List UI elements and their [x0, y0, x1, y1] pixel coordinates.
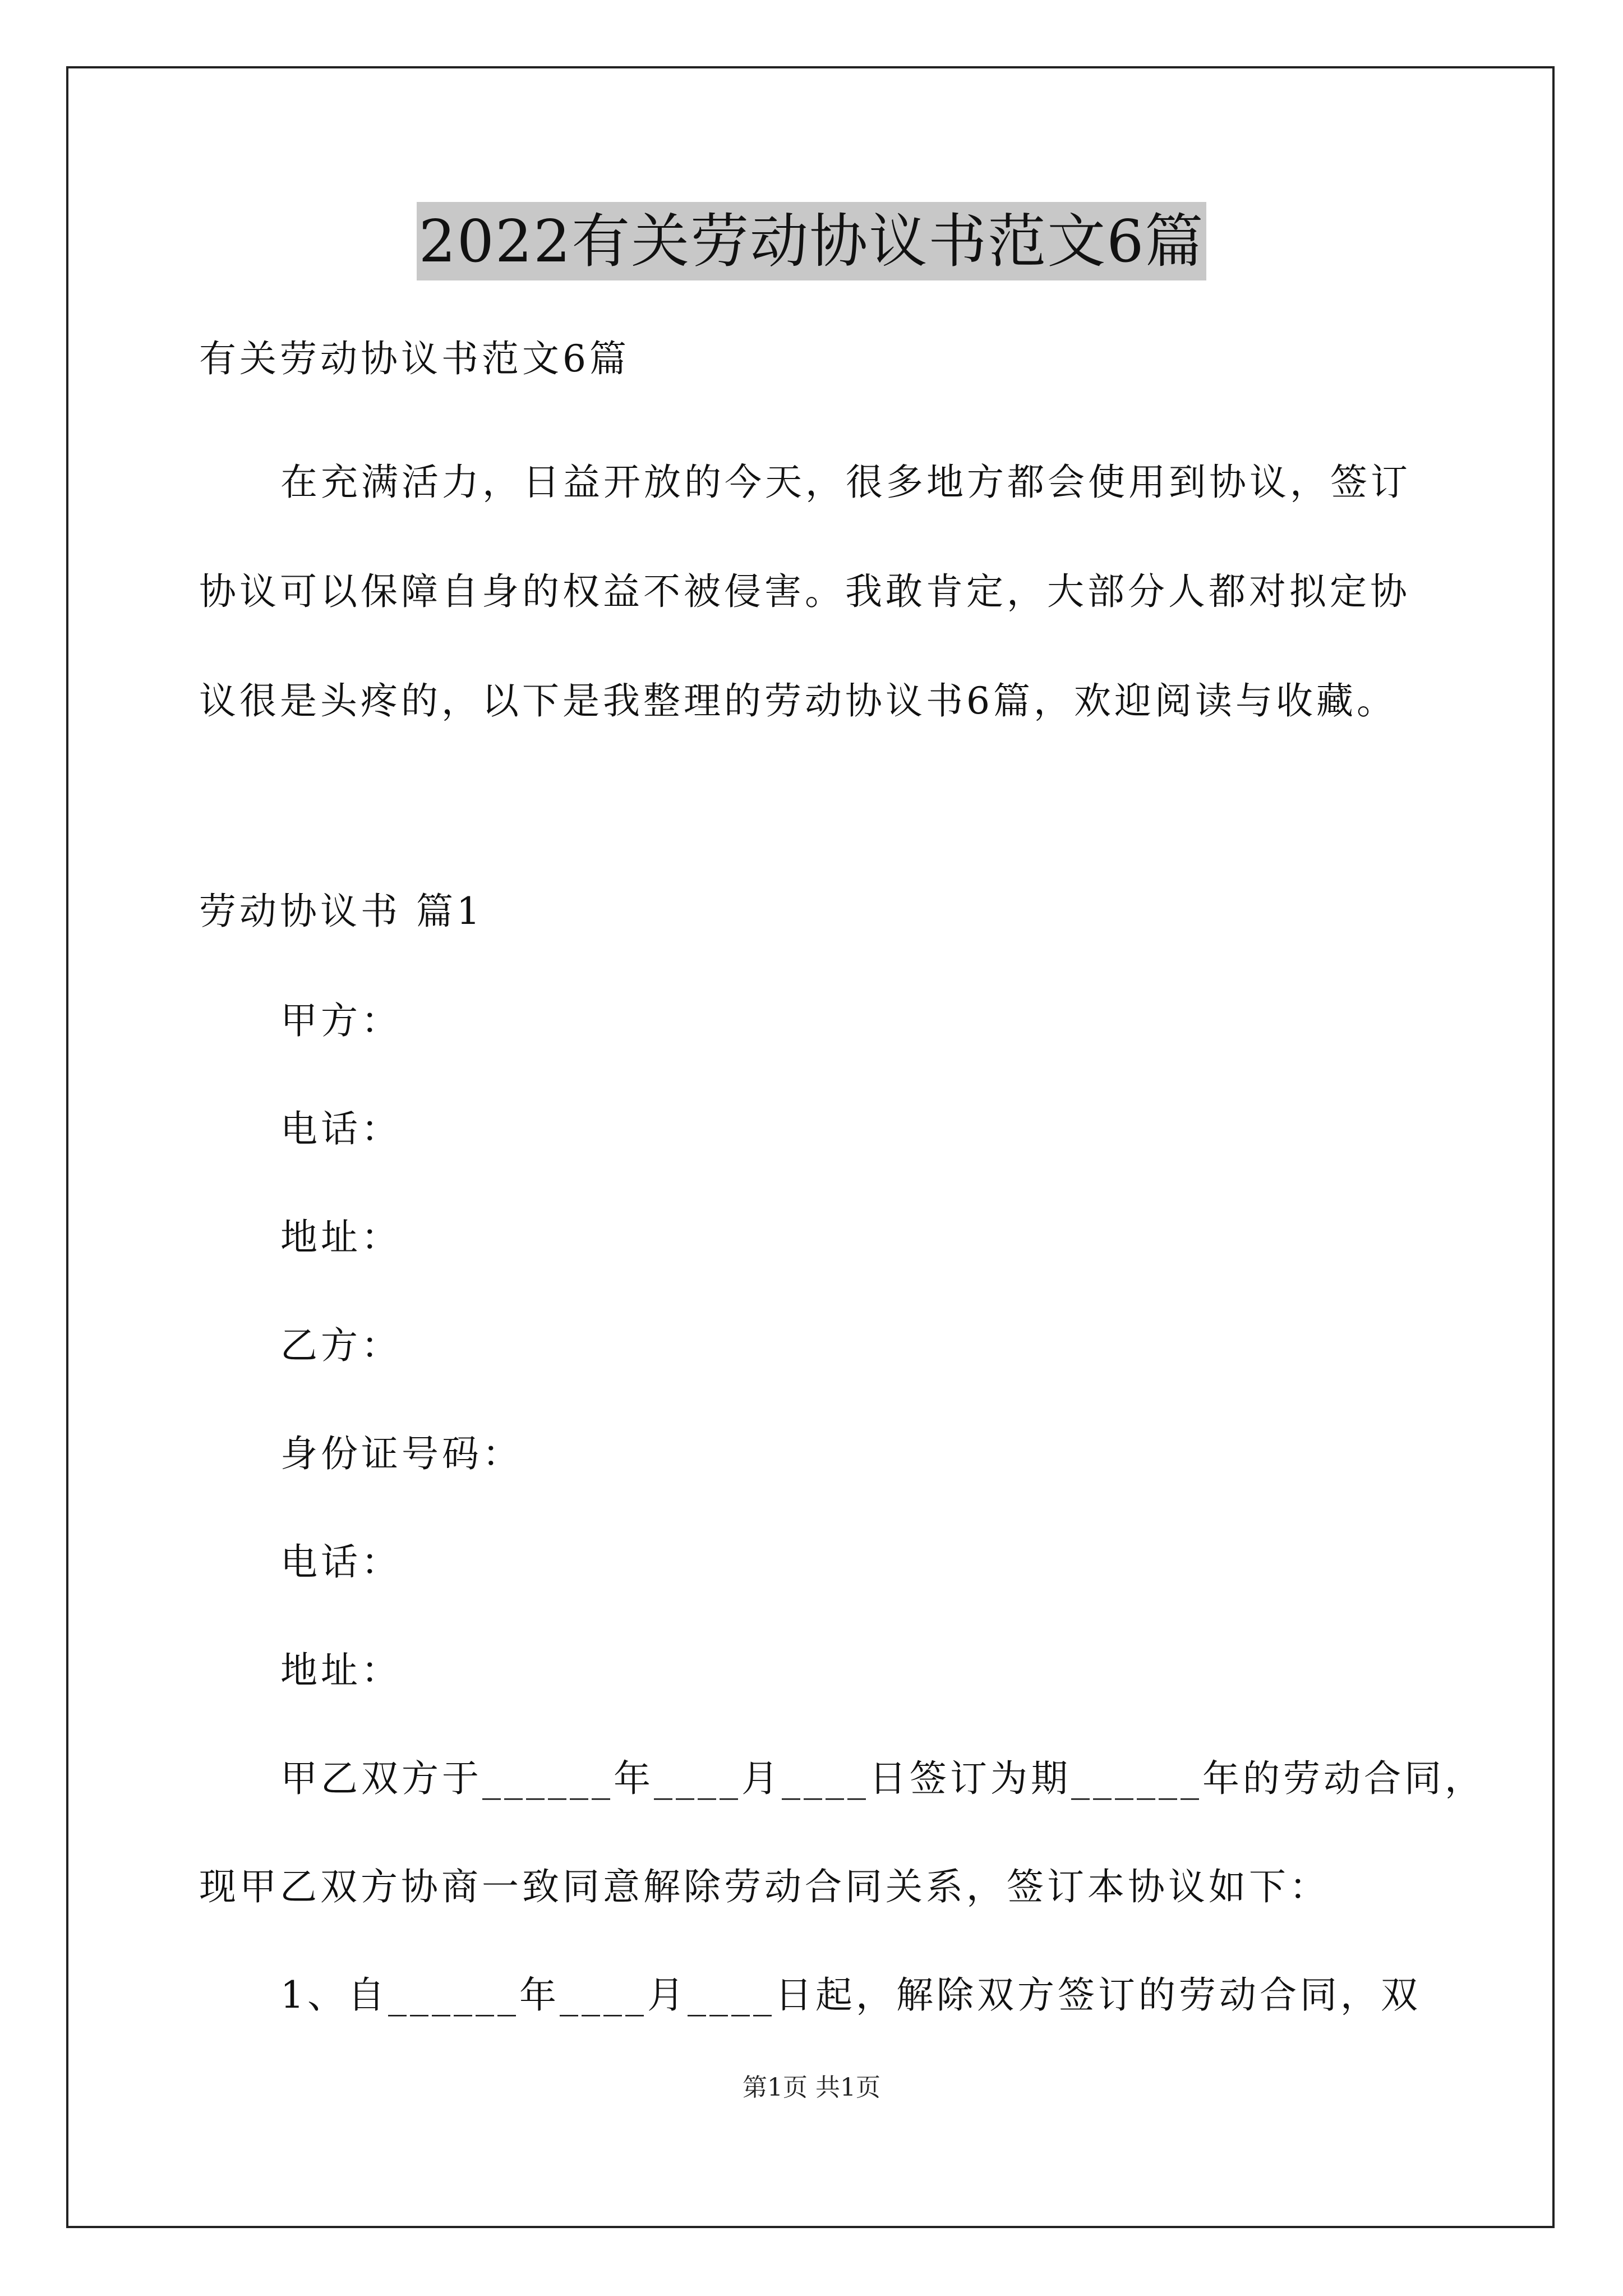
intro-line-2: 协议可以保障自身的权益不被侵害。我敢肯定，大部分人都对拟定协	[199, 570, 1410, 613]
intro-line-1: 在充满活力，日益开放的今天，很多地方都会使用到协议，签订	[280, 461, 1411, 504]
field-address-b: 地址：	[280, 1649, 402, 1692]
title-container	[0, 202, 1623, 280]
field-phone-a: 电话：	[280, 1107, 402, 1151]
body-line-3: 1、自______年____月____日起，解除双方签订的劳动合同，双	[280, 1973, 1421, 2017]
field-party-a: 甲方：	[280, 999, 402, 1042]
document-subtitle: 有关劳动协议书范文6篇	[199, 337, 630, 380]
page-footer: 第1页 共1页	[743, 2073, 880, 2102]
body-line-2: 现甲乙双方协商一致同意解除劳动合同关系，签订本协议如下：	[199, 1865, 1330, 1908]
body-line-1: 甲乙双方于______年____月____日签订为期______年的劳动合同，	[280, 1757, 1485, 1800]
document-title: 2022有关劳动协议书范文6篇	[417, 202, 1207, 280]
intro-line-3: 议很是头疼的，以下是我整理的劳动协议书6篇，欢迎阅读与收藏。	[199, 679, 1397, 723]
field-address-a: 地址：	[280, 1216, 402, 1259]
section-heading: 劳动协议书 篇1	[199, 890, 483, 933]
field-phone-b: 电话：	[280, 1540, 402, 1584]
field-id-number: 身份证号码：	[280, 1432, 523, 1475]
field-party-b: 乙方：	[280, 1324, 402, 1367]
